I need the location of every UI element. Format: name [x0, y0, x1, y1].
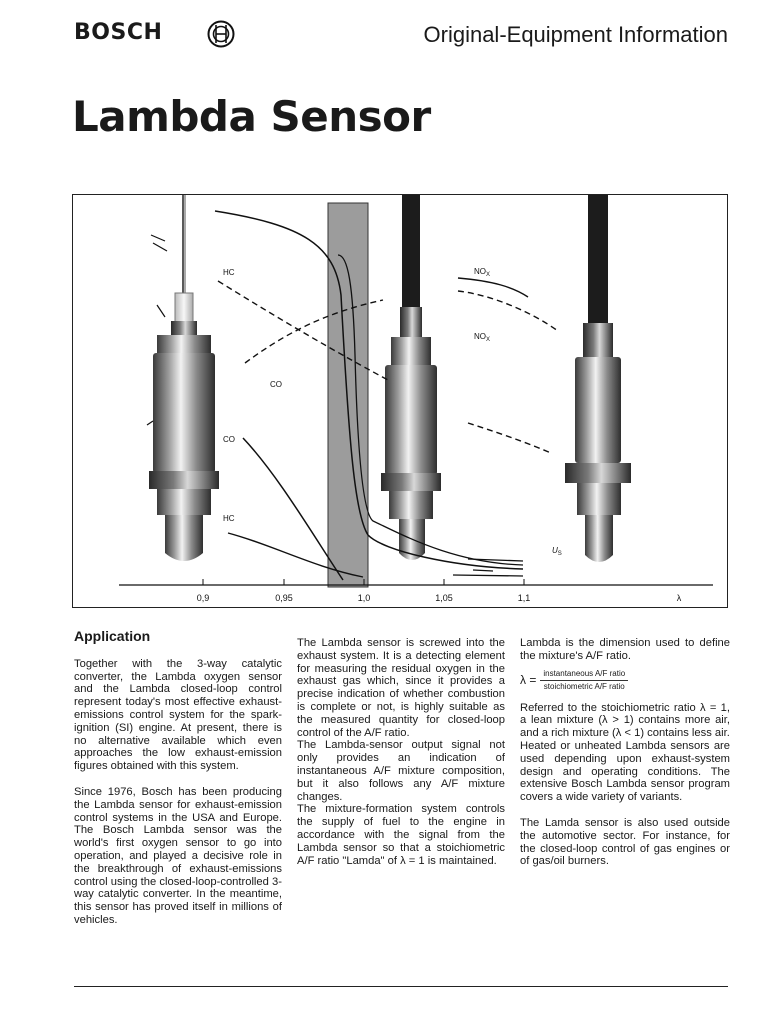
sensor-heated-middle: [381, 195, 441, 560]
x-tick-label: 0,9: [196, 593, 210, 603]
lambda-window-band: [328, 203, 368, 587]
nox-curve-right: [468, 423, 551, 453]
original-equipment-information-label: Original-Equipment Information: [423, 22, 728, 47]
x-tick-label: 0,95: [275, 593, 293, 603]
application-paragraph-2: Since 1976, Bosch has been producing the Lambda sensor for exhaust-emission control systems in the USA and Europe. The Bosch Lambda sensor was the world's first oxygen sensor to go into operation, and played a decisive role in the breakthrough of exhaust-emissions control using the closed-loop-controlled 3-way catalytic converter. In the meantime, this sensor has proved itself in millions of vehicles.: [74, 785, 282, 926]
text-column-1: [74, 630, 282, 927]
x-axis-symbol: λ: [676, 593, 682, 603]
nox-curve-upper: [458, 278, 528, 297]
svg-text:NOX: [474, 332, 490, 343]
formula-denominator: stoichiometric A/F ratio: [543, 681, 625, 691]
bosch-wordmark: BOSCH: [74, 20, 163, 45]
us-label-sub: S: [557, 551, 562, 557]
us-label: U: [552, 546, 558, 555]
x-tick-label: 1,0: [357, 593, 371, 603]
nox-curve-lower: [458, 291, 558, 331]
hc-label-upper: HC: [223, 268, 235, 277]
sensor-single-wire: [149, 195, 219, 561]
nox-label-upper-sub: X: [486, 272, 491, 278]
page-title: Lambda Sensor: [72, 92, 431, 141]
column2-paragraph-3: The mixture-formation system controls the supply of fuel to the engine in accordance with the signal from the Lambda sensor so that a stoichiometric A/F ratio "Lamda" of λ = 1 is maintained.: [297, 803, 505, 867]
co-label-upper: CO: [270, 380, 282, 389]
application-paragraph-1: Together with the 3-way catalytic converter, the Lambda oxygen sensor and the Lambda closed-loop control represent today's most effective exhaust-emissions control system for the spark-ignition (SI) engine. At present, there is no alternative available which even approaches the low exhaust-emission figures obtained with this system.: [74, 657, 282, 773]
column3-paragraph-2: Referred to the stoichiometric ratio λ = 1, a lean mixture (λ > 1) contains more air, and a rich mixture (λ < 1) contains less air.: [520, 701, 730, 740]
formula-numerator: instantaneous A/F ratio: [540, 669, 628, 681]
column2-paragraph-1: The Lambda sensor is screwed into the exhaust system. It is a detecting element for measuring the residual oxygen in the exhaust gas which, since it provides a precise indication of whether combustion is complete or not, is highly suitable as the measured quantity for closed-loop control of the A/F ratio.: [297, 637, 505, 739]
nox-label-lower: NO: [474, 332, 486, 341]
svg-text:NOX: [474, 267, 490, 278]
section-heading-application: Application: [74, 628, 151, 644]
sensor-heated-right: [565, 195, 631, 562]
bosch-armature-logo-icon: [207, 20, 235, 48]
lambda-figure: [72, 194, 728, 608]
hc-label-lower: HC: [223, 514, 235, 523]
lambda-formula: [520, 669, 730, 692]
column2-paragraph-2: The Lambda-sensor output signal not only provides an indication of instantaneous A/F mixture composition, but it also follows any A/F mixture changes.: [297, 739, 505, 803]
formula-lhs: λ =: [520, 672, 537, 687]
nox-label-lower-sub: X: [486, 337, 491, 343]
column3-paragraph-1: Lambda is the dimension used to define the mixture's A/F ratio.: [520, 637, 730, 662]
x-tick-label: 1,05: [435, 593, 453, 603]
footer-rule: [74, 986, 728, 987]
co-label-lower: CO: [223, 435, 235, 444]
column3-paragraph-3: Heated or unheated Lambda sensors are used depending upon exhaust-system design and operating conditions. The extensive Bosch Lambda sensor program covers a wide variety of variants.: [520, 739, 730, 804]
text-column-2: [297, 637, 505, 867]
text-column-3: [520, 637, 730, 868]
x-tick-label: 1,1: [517, 593, 531, 603]
nox-label-upper: NO: [474, 267, 486, 276]
column3-paragraph-4: The Lamda sensor is also used outside the automotive sector. For instance, for the closed-loop control of gas engines or of gas/oil burners.: [520, 816, 730, 868]
svg-text:US: [552, 546, 562, 557]
